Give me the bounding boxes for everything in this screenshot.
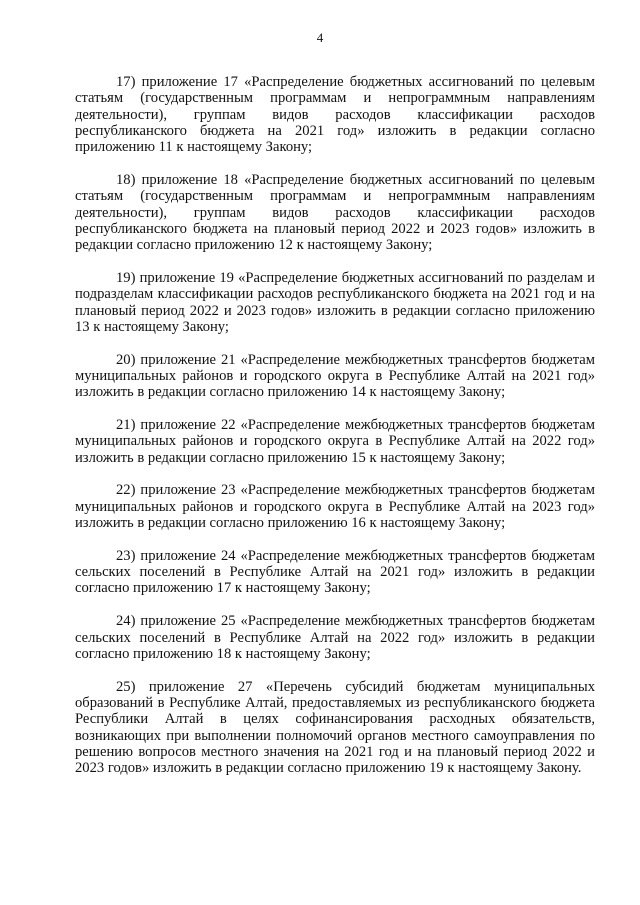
paragraph-item-24: 24) приложение 25 «Распределение межбюджетных трансфертов бюджетам сельских поселений в Республике Алтай на 2022 год» изложить в редакции согласно приложению 18 к настоящему Закону; xyxy=(75,613,595,662)
paragraph-item-21: 21) приложение 22 «Распределение межбюджетных трансфертов бюджетам муниципальных районов и городского округа в Республике Алтай на 2022 год» изложить в редакции согласно приложению 15 к настоящему Закону; xyxy=(75,417,595,466)
paragraph-item-23: 23) приложение 24 «Распределение межбюджетных трансфертов бюджетам сельских поселений в Республике Алтай на 2021 год» изложить в редакции согласно приложению 17 к настоящему Закону; xyxy=(75,547,595,597)
paragraph-item-25: 25) приложение 27 «Перечень субсидий бюджетам муниципальных образований в Республике Алтай, предоставляемых из республиканского бюджета Республики Алтай в целях софинансирования расходных обязательств, возникающих при выполнении полномочий органов местного самоуправления по решению вопросов местного значения на 2021 год и на плановый период 2022 и 2023 годов» изложить в редакции согласно приложению 19 к настоящему Закону. xyxy=(75,678,595,777)
document-body xyxy=(75,74,595,793)
paragraph-item-19: 19) приложение 19 «Распределение бюджетных ассигнований по разделам и подразделам классификации расходов республиканского бюджета на 2021 год и на плановый период 2022 и 2023 годов» изложить в редакции согласно приложению 13 к настоящему Закону; xyxy=(75,269,595,335)
page-number: 4 xyxy=(316,30,324,45)
paragraph-item-20: 20) приложение 21 «Распределение межбюджетных трансфертов бюджетам муниципальных районов и городского округа в Республике Алтай на 2021 год» изложить в редакции согласно приложению 14 к настоящему Закону; xyxy=(75,351,595,401)
paragraph-item-22: 22) приложение 23 «Распределение межбюджетных трансфертов бюджетам муниципальных районов и городского округа в Республике Алтай на 2023 год» изложить в редакции согласно приложению 16 к настоящему Закону; xyxy=(75,482,595,532)
paragraph-item-18: 18) приложение 18 «Распределение бюджетных ассигнований по целевым статьям (государственным программам и непрограммным направлениям деятельности), группам видов расходов классификации расходов республиканского бюджета на плановый период 2022 и 2023 годов» изложить в редакции согласно приложению 12 к настоящему Закону; xyxy=(75,171,595,254)
paragraph-item-17: 17) приложение 17 «Распределение бюджетных ассигнований по целевым статьям (государственным программам и непрограммным направлениям деятельности), группам видов расходов классификации расходов республиканского бюджета на 2021 год» изложить в редакции согласно приложению 11 к настоящему Закону; xyxy=(75,74,595,156)
